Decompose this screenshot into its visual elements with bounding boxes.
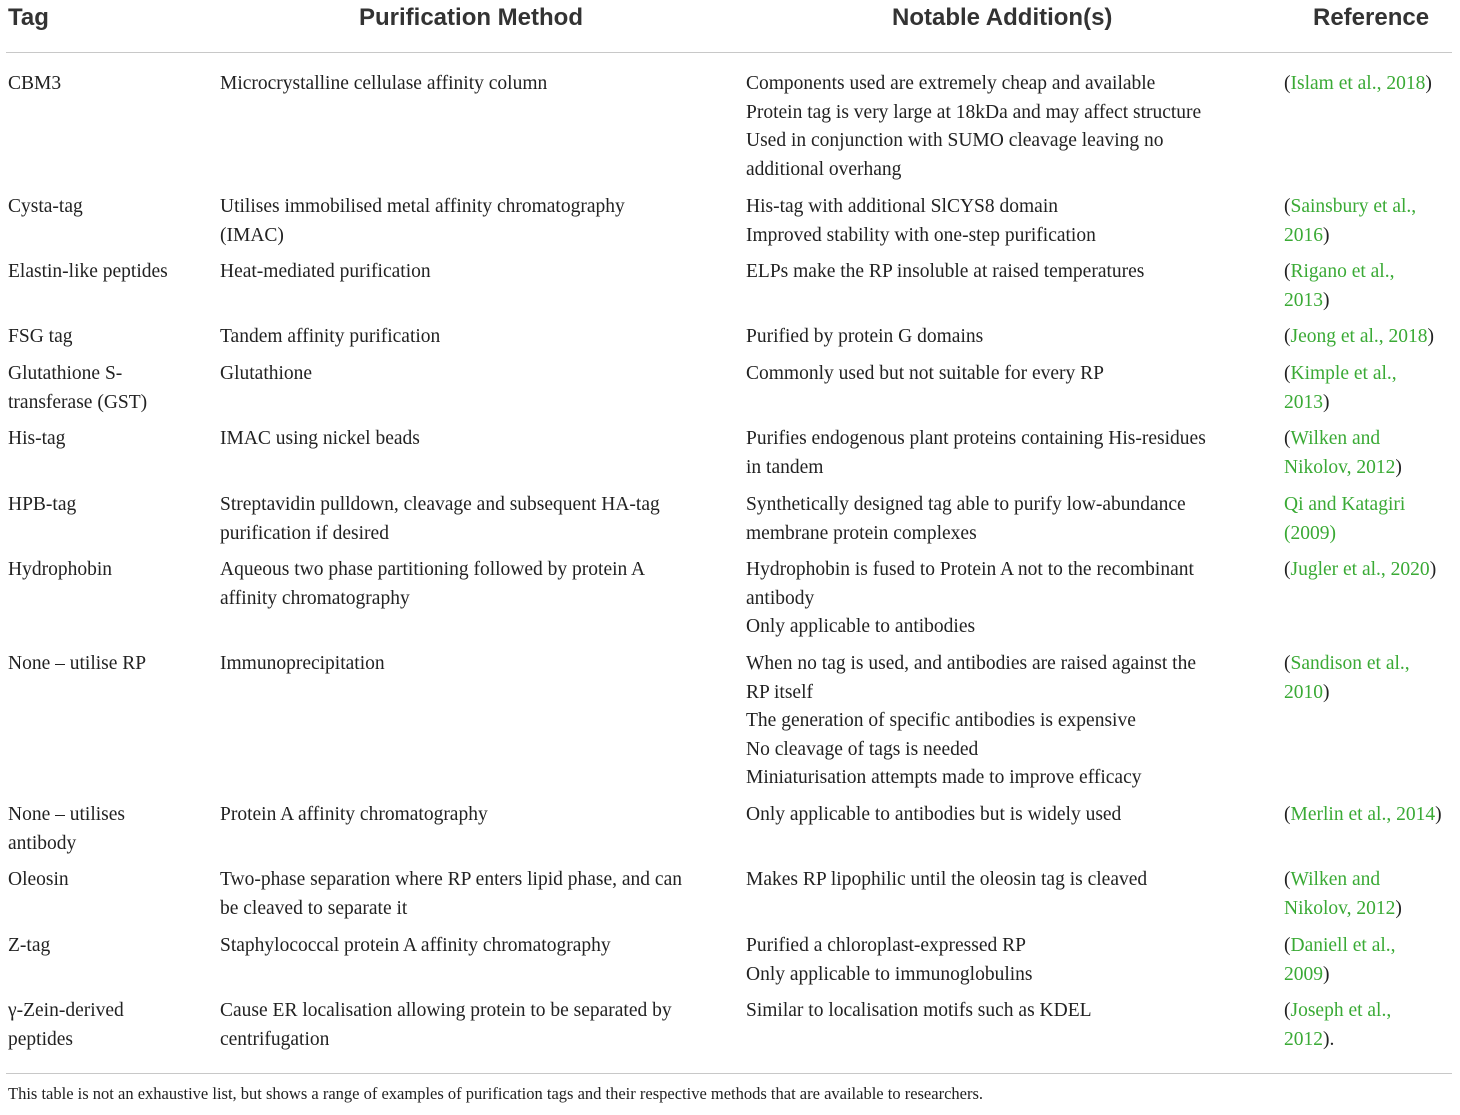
notable-cell-line: Similar to localisation motifs such as KDEL [746,1000,1092,1021]
tag-cell-line: None – utilises [8,804,125,825]
tag-cell-line: None – utilise RP [8,653,147,674]
method-cell-line: centrifugation [220,1028,330,1050]
reference-line [1284,258,1394,287]
reference-line [1284,389,1397,418]
method-cell-line: (IMAC) [220,224,284,246]
reference-bracket: ) [1425,73,1432,94]
tag-cell [8,650,146,679]
tag-cell-line: Elastin-like peptides [8,261,168,282]
reference-line [1284,491,1405,520]
notable-cell-line: Protein tag is very large at 18kDa and may affect structure [746,101,1202,123]
tag-cell-line: HPB-tag [8,494,77,515]
method-cell [220,866,682,923]
notable-cell-line: antibody [746,587,815,609]
reference-bracket: ) [1323,224,1330,246]
method-cell [220,323,440,352]
notable-cell-line: Improved stability with one-step purification [746,224,1096,246]
method-cell-line: Staphylococcal protein A affinity chromatography [220,935,611,956]
reference-cell [1284,360,1397,417]
reference-bracket: ( [1284,1000,1291,1021]
method-cell [220,425,420,454]
method-cell [220,70,547,99]
reference-line [1284,866,1402,895]
notable-cell-line: Commonly used but not suitable for every RP [746,363,1105,384]
notable-cell-line: Purified by protein G domains [746,326,984,347]
notable-cell-line: Used in conjunction with SUMO cleavage leaving no [746,130,1164,152]
tag-cell-line: Cysta-tag [8,196,83,217]
notable-cell-line: Miniaturisation attempts made to improve efficacy [746,767,1142,789]
citation-link[interactable]: Sainsbury et al., [1290,196,1417,217]
reference-bracket: ( [1284,653,1291,674]
method-cell [220,801,488,830]
notable-cell [746,323,983,352]
reference-bracket: ( [1284,261,1291,282]
reference-cell [1284,801,1442,830]
reference-bracket: ) [1323,963,1330,985]
tag-cell-line: peptides [8,1028,73,1050]
reference-bracket: ) [1323,681,1330,703]
citation-link[interactable]: 2016 [1284,224,1323,246]
reference-cell [1284,491,1405,548]
reference-cell [1284,650,1410,707]
method-cell [220,491,660,548]
method-cell-line: be cleaved to separate it [220,897,408,919]
notable-cell [746,801,1121,830]
notable-cell-line: Synthetically designed tag able to purify low-abundance [746,494,1186,515]
header-tag: Tag [8,4,49,31]
notable-cell-line: Purified a chloroplast-expressed RP [746,935,1026,956]
method-cell-line: Immunoprecipitation [220,653,385,674]
notable-cell [746,425,1206,482]
notable-cell-line: Purifies endogenous plant proteins containing His-residues [746,428,1206,449]
reference-bracket: ( [1284,73,1291,94]
header-divider [6,52,1452,53]
method-cell-line: Tandem affinity purification [220,326,441,347]
citation-link[interactable]: Joseph et al., [1290,1000,1392,1021]
method-cell-line: Cause ER localisation allowing protein to be separated by [220,1000,672,1021]
method-cell-line: purification if desired [220,522,389,544]
reference-line [1284,650,1410,679]
citation-link[interactable]: Jeong et al., 2018 [1290,326,1428,347]
reference-line [1284,1026,1391,1055]
reference-cell [1284,323,1434,352]
citation-link[interactable]: 2013 [1284,289,1323,311]
notable-cell-line: membrane protein complexes [746,522,977,544]
reference-cell [1284,193,1416,250]
citation-link[interactable]: Wilken and [1290,869,1381,890]
reference-line [1284,454,1402,483]
notable-cell [746,70,1201,184]
notable-cell [746,866,1147,895]
reference-bracket: ) [1323,391,1330,413]
footer-divider [6,1073,1452,1074]
reference-line [1284,932,1396,961]
tag-cell [8,556,112,585]
reference-line [1284,193,1416,222]
table-header-row [0,0,1460,52]
reference-cell [1284,258,1394,315]
reference-bracket: ) [1395,456,1402,478]
notable-cell-line: RP itself [746,681,813,703]
notable-cell [746,932,1033,989]
method-cell [220,360,312,389]
reference-line [1284,556,1436,585]
reference-cell [1284,556,1436,585]
tag-cell-line: Glutathione S- [8,363,123,384]
reference-line [1284,997,1391,1026]
method-cell-line: Aqueous two phase partitioning followed by protein A [220,559,646,580]
notable-cell-line: Only applicable to immunoglobulins [746,963,1033,985]
tag-cell-line: transferase (GST) [8,391,148,413]
notable-cell-line: in tandem [746,456,824,478]
header-purification-method: Purification Method [359,4,583,31]
reference-line [1284,323,1434,352]
method-cell [220,193,625,250]
citation-link[interactable]: (2009) [1284,522,1336,544]
reference-line [1284,520,1405,549]
tag-cell [8,866,69,895]
method-cell-line: Two-phase separation where RP enters lipid phase, and can [220,869,682,890]
notable-cell-line: additional overhang [746,158,902,180]
citation-link[interactable]: Kimple et al., [1290,363,1397,384]
tag-cell [8,491,76,520]
reference-line [1284,961,1396,990]
method-cell [220,650,385,679]
tag-cell [8,425,65,454]
reference-bracket: ( [1284,196,1291,217]
reference-bracket: ( [1284,804,1291,825]
reference-bracket: ) [1395,897,1402,919]
citation-link[interactable]: 2012 [1284,1028,1323,1050]
citation-link[interactable]: Nikolov, 2012 [1284,456,1396,478]
citation-link[interactable]: Nikolov, 2012 [1284,897,1396,919]
tag-cell [8,801,125,858]
notable-cell [746,556,1194,642]
notable-cell-line: The generation of specific antibodies is expensive [746,710,1136,732]
reference-bracket: ) [1323,289,1330,311]
tag-cell [8,360,147,417]
reference-bracket: ) [1429,559,1437,580]
reference-bracket: ( [1284,428,1291,449]
method-cell-line: Heat-mediated purification [220,261,431,282]
reference-line [1284,222,1416,251]
reference-line [1284,70,1432,99]
reference-bracket: ) [1427,326,1435,347]
citation-link[interactable]: Rigano et al., [1290,261,1395,282]
reference-bracket: ( [1284,935,1291,956]
citation-link[interactable]: Islam et al., 2018 [1290,73,1426,94]
notable-cell-line: No cleavage of tags is needed [746,738,979,760]
notable-cell-line: Makes RP lipophilic until the oleosin tag is cleaved [746,869,1148,890]
method-cell-line: IMAC using nickel beads [220,428,420,449]
tag-cell-line: Oleosin [8,869,69,890]
notable-cell-line: Only applicable to antibodies [746,616,976,638]
method-cell [220,258,431,287]
reference-bracket: ( [1284,559,1291,580]
citation-link[interactable]: 2009 [1284,963,1323,985]
reference-line [1284,679,1410,708]
method-cell-line: Utilises immobilised metal affinity chromatography [220,196,625,217]
reference-line [1284,287,1394,316]
header-notable-additions: Notable Addition(s) [892,4,1113,31]
reference-bracket: ( [1284,869,1291,890]
tag-cell-line: His-tag [8,428,66,449]
reference-cell [1284,425,1402,482]
tag-cell-line: Hydrophobin [8,559,112,580]
citation-link[interactable]: 2013 [1284,391,1323,413]
reference-line [1284,801,1442,830]
method-cell [220,932,611,961]
citation-link[interactable]: Wilken and [1290,428,1381,449]
reference-bracket: ) [1435,804,1442,825]
tag-cell-line: γ-Zein-derived [8,1000,124,1021]
method-cell [220,556,645,613]
method-cell-line: Glutathione [220,363,313,384]
method-cell [220,997,672,1054]
header-reference: Reference [1313,4,1430,31]
citation-link[interactable]: Sandison et al., [1290,653,1410,674]
notable-cell-line: Components used are extremely cheap and available [746,73,1156,94]
reference-cell [1284,932,1396,989]
notable-cell-line: Only applicable to antibodies but is widely used [746,804,1122,825]
reference-line [1284,895,1402,924]
tag-cell [8,997,124,1054]
tag-cell-line: antibody [8,832,77,854]
tag-cell [8,70,61,99]
tag-cell-line: Z-tag [8,935,51,956]
reference-cell [1284,866,1402,923]
tag-cell [8,258,168,287]
tag-cell [8,932,50,961]
notable-cell-line: Hydrophobin is fused to Protein A not to the recombinant [746,559,1194,580]
method-cell-line: Microcrystalline cellulase affinity column [220,73,548,94]
reference-cell [1284,70,1432,99]
notable-cell [746,258,1144,287]
reference-bracket: ). [1323,1028,1335,1050]
citation-link[interactable]: Merlin et al., 2014 [1290,804,1436,825]
notable-cell [746,491,1186,548]
notable-cell [746,360,1104,389]
citation-link[interactable]: Jugler et al., 2020 [1290,559,1430,580]
tag-cell [8,323,72,352]
notable-cell-line: His-tag with additional SlCYS8 domain [746,196,1058,217]
tag-cell [8,193,83,222]
citation-link[interactable]: Daniell et al., [1290,935,1396,956]
citation-link[interactable]: Qi and Katagiri [1284,494,1406,515]
reference-cell [1284,997,1391,1054]
reference-line [1284,360,1397,389]
notable-cell [746,193,1096,250]
citation-link[interactable]: 2010 [1284,681,1323,703]
reference-bracket: ( [1284,326,1291,347]
method-cell-line: Streptavidin pulldown, cleavage and subsequent HA-tag [220,494,660,515]
method-cell-line: affinity chromatography [220,587,410,609]
reference-bracket: ( [1284,363,1291,384]
notable-cell-line: When no tag is used, and antibodies are raised against the [746,653,1196,674]
reference-line [1284,425,1402,454]
tag-cell-line: CBM3 [8,73,62,94]
method-cell-line: Protein A affinity chromatography [220,804,488,825]
notable-cell-line: ELPs make the RP insoluble at raised temperatures [746,261,1145,282]
notable-cell [746,650,1196,793]
notable-cell [746,997,1092,1026]
table-footnote: This table is not an exhaustive list, but shows a range of examples of purification tags and their respective methods that are available to researchers. [8,1084,984,1103]
tag-cell-line: FSG tag [8,326,73,347]
